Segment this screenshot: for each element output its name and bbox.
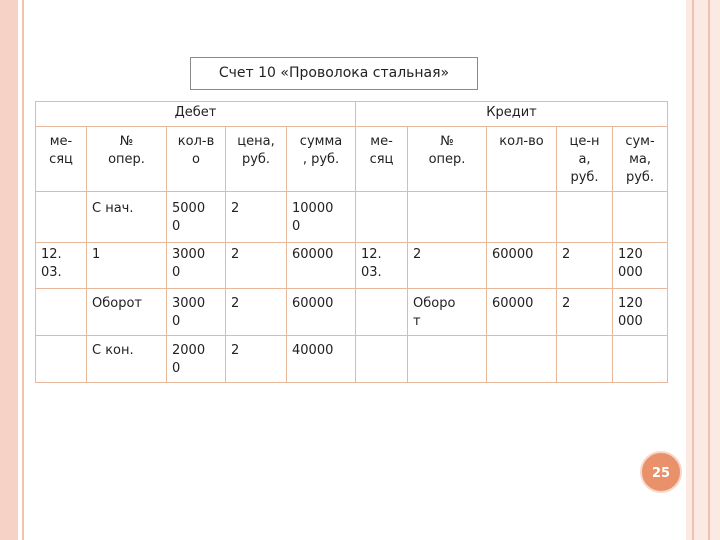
- right-decorative-line: [708, 0, 710, 540]
- table-cell: [487, 336, 557, 383]
- column-header: цена, руб.: [226, 127, 287, 192]
- table-cell: 60000: [487, 243, 557, 289]
- table-cell: [36, 336, 87, 383]
- table-cell: 2: [226, 192, 287, 243]
- table-cell: 60000: [487, 289, 557, 336]
- table-cell: 60000: [287, 289, 356, 336]
- table-cell: 120 000: [613, 289, 668, 336]
- table-cell: [36, 192, 87, 243]
- table-cell: Оборот: [87, 289, 167, 336]
- table-cell: С кон.: [87, 336, 167, 383]
- table-cell: [408, 192, 487, 243]
- header-row-columns: [36, 127, 668, 192]
- debit-header: Дебет: [36, 102, 356, 127]
- table-cell: [356, 192, 408, 243]
- table-cell: 2: [226, 243, 287, 289]
- column-header: сумма , руб.: [287, 127, 356, 192]
- column-header: ме- сяц: [36, 127, 87, 192]
- table-cell: 1: [87, 243, 167, 289]
- table-row: [36, 243, 668, 289]
- table-cell: [613, 336, 668, 383]
- table-cell: 2: [226, 289, 287, 336]
- header-row-sides: [36, 102, 668, 127]
- table-cell: 2: [226, 336, 287, 383]
- right-decorative-line-inner: [692, 0, 694, 540]
- table-cell: 10000 0: [287, 192, 356, 243]
- left-decorative-line: [22, 0, 24, 540]
- column-header: кол-в о: [167, 127, 226, 192]
- table-cell: [356, 289, 408, 336]
- column-header: сум- ма, руб.: [613, 127, 668, 192]
- column-header: № опер.: [408, 127, 487, 192]
- left-decorative-band: [0, 0, 18, 540]
- table-cell: 2: [408, 243, 487, 289]
- column-header: ме- сяц: [356, 127, 408, 192]
- table-row: [36, 289, 668, 336]
- table-cell: [557, 192, 613, 243]
- table-cell: 2: [557, 289, 613, 336]
- table-cell: [487, 192, 557, 243]
- table-cell: [408, 336, 487, 383]
- table-cell: 60000: [287, 243, 356, 289]
- table-cell: 40000: [287, 336, 356, 383]
- table-cell: 2: [557, 243, 613, 289]
- table-row: [36, 192, 668, 243]
- table-cell: 12. 03.: [356, 243, 408, 289]
- column-header: це-н а, руб.: [557, 127, 613, 192]
- account-ledger-table: [35, 101, 668, 383]
- table-cell: [557, 336, 613, 383]
- table-cell: 5000 0: [167, 192, 226, 243]
- table-cell: 3000 0: [167, 243, 226, 289]
- credit-header: Кредит: [356, 102, 668, 127]
- column-header: № опер.: [87, 127, 167, 192]
- account-title: Счет 10 «Проволока стальная»: [190, 57, 478, 90]
- page-number-badge: 25: [640, 451, 682, 493]
- table-cell: 120 000: [613, 243, 668, 289]
- table-cell: [36, 289, 87, 336]
- table-cell: 2000 0: [167, 336, 226, 383]
- table-cell: 12. 03.: [36, 243, 87, 289]
- table-cell: С нач.: [87, 192, 167, 243]
- table-cell: 3000 0: [167, 289, 226, 336]
- column-header: кол-во: [487, 127, 557, 192]
- table-cell: Оборо т: [408, 289, 487, 336]
- table-cell: [613, 192, 668, 243]
- table-row: [36, 336, 668, 383]
- table-cell: [356, 336, 408, 383]
